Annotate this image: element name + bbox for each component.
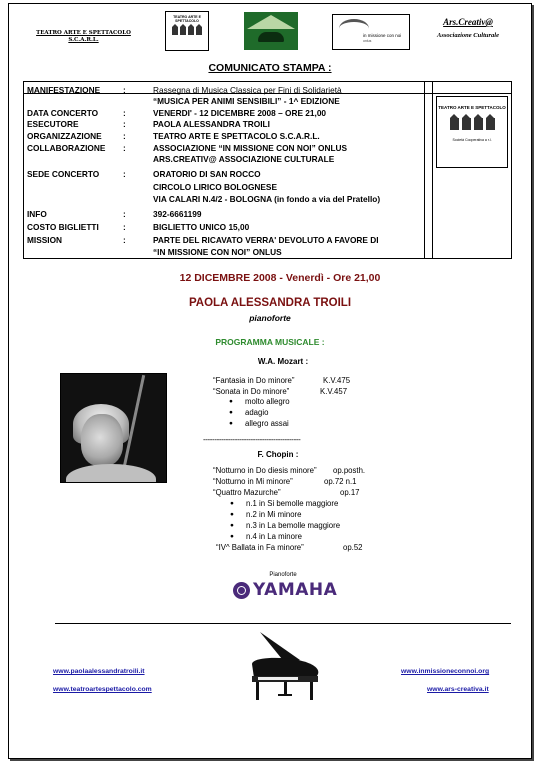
teatro-logo-text: TEATRO ARTE E SPETTACOLO — [173, 15, 201, 23]
row-mission-2 — [27, 247, 282, 257]
row-manifestazione: MANIFESTAZIONE : Rassegna di Musica Classica per Fini di Solidarietà — [27, 85, 342, 95]
row-collaborazione: COLLABORAZIONE : ASSOCIAZIONE “IN MISSIONE CON NOI” ONLUS — [27, 143, 348, 153]
row-manifestazione-2 — [27, 96, 340, 106]
yamaha-logo — [233, 580, 337, 600]
movement-item: ● molto allegro — [245, 397, 290, 406]
link-ars[interactable]: www.ars-creativa.it — [427, 686, 489, 693]
performer-photo — [60, 373, 167, 483]
catalog-sonata: K.V.457 — [320, 387, 348, 396]
ars-sub: Associazione Culturale — [437, 32, 499, 39]
missione-logo-sub: onlus — [363, 39, 372, 43]
value: ASSOCIAZIONE “IN MISSIONE CON NOI” ONLUS — [153, 143, 348, 153]
value: PARTE DEL RICAVATO VERRA' DEVOLUTO A FAVORE DI — [153, 235, 379, 245]
movement-item: ● adagio — [245, 408, 268, 417]
teatro-logo — [165, 11, 209, 51]
sponsor-label: Pianoforte — [269, 572, 297, 578]
link-troili[interactable]: www.paolaalessandratroili.it — [53, 668, 145, 675]
row-organizzazione: ORGANIZZAZIONE : TEATRO ARTE E SPETTACOLO S.C.A.R.L. — [27, 131, 320, 141]
label: COSTO BIGLIETTI — [27, 222, 99, 232]
missione-logo-text: in missione con noi — [363, 33, 402, 38]
table-teatro-logo — [436, 96, 508, 168]
missione-logo — [332, 14, 410, 50]
value: VENERDI' - 12 DICEMBRE 2008 – ORE 21,00 — [153, 108, 327, 118]
value: PAOLA ALESSANDRA TROILI — [153, 119, 270, 129]
catalog-notturno-do-diesis: op.posth. — [333, 466, 366, 475]
label: MISSION — [27, 235, 63, 245]
row-sede: SEDE CONCERTO : ORATORIO DI SAN ROCCO — [27, 169, 261, 179]
movement-item: ● allegro assai — [245, 419, 289, 428]
value: “MUSICA PER ANIMI SENSIBILI” - 1^ EDIZIONE — [153, 96, 340, 106]
row-esecutore: ESECUTORE : PAOLA ALESSANDRA TROILI — [27, 119, 270, 129]
label: MANIFESTAZIONE — [27, 85, 101, 95]
catalog-mazurche: op.17 — [340, 488, 360, 497]
mazurka-item: ● n.2 in Mi minore — [246, 510, 301, 519]
link-missione[interactable]: www.inmissioneconnoi.org — [401, 668, 490, 675]
work-sonata: “Sonata in Do minore” — [213, 387, 290, 396]
instrument: pianoforte — [249, 313, 291, 323]
page-title: COMUNICATO STAMPA : — [208, 62, 332, 74]
value: VIA CALARI N.4/2 - BOLOGNA (in fondo a via del Pratello) — [153, 194, 381, 204]
teatro-header-text — [26, 30, 141, 43]
work-mazurche: “Quattro Mazurche” — [213, 488, 281, 497]
piano-icon — [258, 32, 284, 42]
composer-mozart: W.A. Mozart : — [257, 357, 309, 366]
table-logo-title: TEATRO ARTE E SPETTACOLO — [438, 105, 506, 110]
label: SEDE CONCERTO — [27, 169, 100, 179]
work-notturno-do-diesis: “Notturno in Do diesis minore” — [213, 466, 317, 475]
ars-logo — [420, 17, 516, 39]
teatro-line1: TEATRO ARTE E SPETTACOLO — [36, 30, 131, 36]
ars-name: Ars.Creativ@ — [443, 17, 493, 27]
value: TEATRO ARTE E SPETTACOLO S.C.A.R.L. — [153, 131, 320, 141]
link-teatro[interactable]: www.teatroartespettacolo.com — [53, 686, 152, 693]
mazurka-item: ● n.4 in La minore — [246, 532, 302, 541]
catalog-ballata: op.52 — [343, 543, 363, 552]
houses-icon — [437, 118, 507, 130]
performer-name: PAOLA ALESSANDRA TROILI — [188, 297, 352, 309]
value: ARS.CREATIV@ ASSOCIAZIONE CULTURALE — [153, 154, 335, 164]
row-sede-3 — [27, 194, 380, 204]
divider — [55, 623, 511, 624]
label: ORGANIZZAZIONE — [27, 131, 102, 141]
row-sede-2 — [27, 182, 277, 192]
program-title: PROGRAMMA MUSICALE : — [215, 337, 325, 347]
row-costo: COSTO BIGLIETTI : BIGLIETTO UNICO 15,00 — [27, 222, 250, 232]
value: “IN MISSIONE CON NOI” ONLUS — [153, 247, 282, 257]
label: DATA CONCERTO — [27, 108, 99, 118]
value: 392-6661199 — [153, 209, 202, 219]
mazurka-item: ● n.3 in La bemolle maggiore — [246, 521, 340, 530]
value: BIGLIETTO UNICO 15,00 — [153, 222, 250, 232]
catalog-notturno-mi: op.72 n.1 — [324, 477, 357, 486]
value: Rassegna di Musica Classica per Fini di Solidarietà — [153, 85, 342, 95]
table-logo-sub: Società Cooperativa a r.l. — [452, 138, 492, 142]
houses-icon — [166, 27, 208, 35]
row-data-concerto: DATA CONCERTO : VENERDI' - 12 DICEMBRE 2008 – ORE 21,00 — [27, 108, 327, 118]
catalog-fantasia: K.V.475 — [323, 376, 351, 385]
work-fantasia: “Fantasia in Do minore” — [213, 376, 295, 385]
tuning-fork-icon — [233, 582, 250, 599]
composer-chopin: F. Chopin : — [257, 450, 299, 459]
teatro-line2: S.C.A.R.L. — [68, 36, 99, 43]
value: CIRCOLO LIRICO BOLOGNESE — [153, 182, 277, 192]
work-notturno-mi: “Notturno in Mi minore” — [213, 477, 293, 486]
row-info: INFO : 392-6661199 — [27, 209, 202, 219]
label: COLLABORAZIONE — [27, 143, 106, 153]
grand-piano-icon — [246, 630, 324, 702]
value: ORATORIO DI SAN ROCCO — [153, 169, 261, 179]
label: ESECUTORE — [27, 119, 79, 129]
separator: ------------------------------------------- — [203, 435, 301, 444]
work-ballata: “IV^ Ballata in Fa minore” — [216, 543, 304, 552]
event-date: 12 DICEMBRE 2008 - Venerdì - Ore 21,00 — [179, 272, 381, 284]
yamaha-word: YAMAHA — [253, 580, 338, 600]
row-collaborazione-2 — [27, 154, 334, 164]
label: INFO — [27, 209, 47, 219]
row-mission: MISSION : PARTE DEL RICAVATO VERRA' DEVOLUTO A FAVORE DI — [27, 235, 379, 245]
concert-hall-logo — [244, 12, 298, 50]
mazurka-item: ● n.1 in Si bemolle maggiore — [246, 499, 338, 508]
